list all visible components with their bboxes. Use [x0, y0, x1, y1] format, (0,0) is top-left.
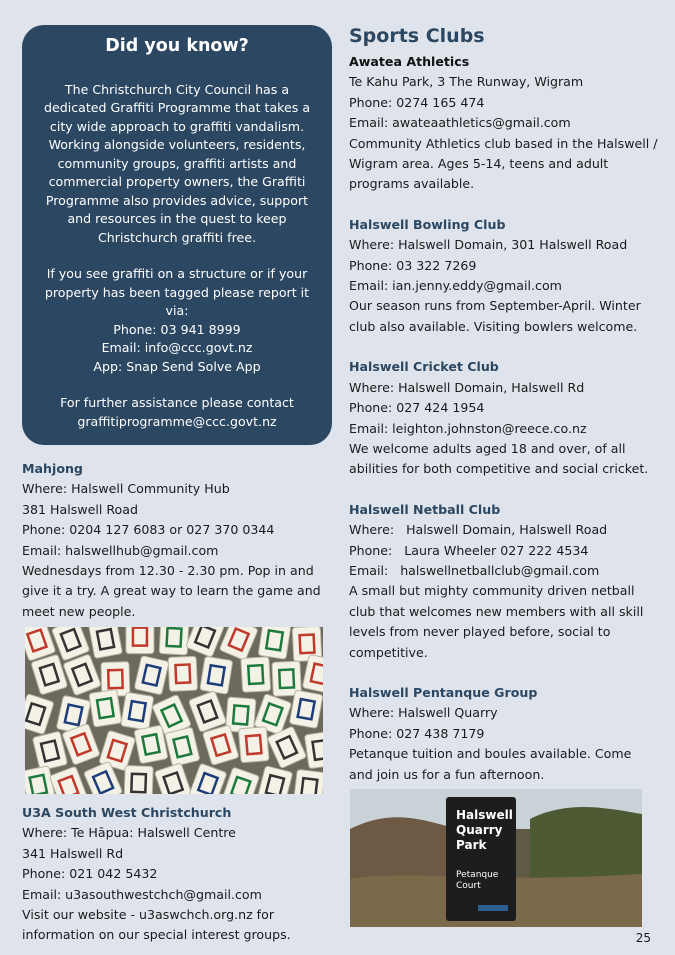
sign-text: Park	[456, 838, 487, 852]
left-column	[22, 25, 332, 622]
club-line: Where: Halswell Quarry	[349, 705, 498, 721]
sign-text: Petanque	[456, 870, 499, 880]
club-name: Halswell Bowling Club	[349, 216, 506, 232]
u3a-entry	[22, 803, 332, 946]
sports-clubs-title: Sports Clubs	[349, 25, 485, 47]
club-description: Petanque tuition and boules available. Come and join us for a fun afternoon.	[349, 746, 632, 782]
page-number: 25	[635, 931, 651, 945]
did-you-know-title: Did you know?	[105, 36, 249, 56]
club-name: Halswell Pentanque Group	[349, 684, 538, 700]
club-description: We welcome adults aged 18 and over, of all abilities for both competitive and social cricket.	[349, 440, 649, 477]
mahjong-entry	[22, 459, 322, 622]
club-description: A small but mighty community driven netball club that welcomes new members with all skill levels from never played before, social to competitive.	[349, 583, 644, 660]
club-name: Halswell Netball Club	[349, 501, 501, 517]
u3a-email: Email: u3asouthwestchch@gmail.com	[22, 886, 262, 902]
mahjong-email: Email: halswellhub@gmail.com	[22, 542, 219, 558]
did-you-know-para2: If you see graffiti on a structure or if your property has been tagged please report it via:	[44, 266, 310, 318]
did-you-know-box	[22, 25, 332, 445]
club-line: Te Kahu Park, 3 The Runway, Wigram	[349, 74, 584, 90]
club-line: Email: halswellnetballclub@gmail.com	[349, 562, 600, 578]
club-name: Awatea Athletics	[349, 54, 470, 69]
club-line: Where: Halswell Domain, 301 Halswell Road	[349, 237, 628, 253]
sign-text: Quarry	[456, 823, 503, 837]
club-line: Where: Halswell Domain, Halswell Rd	[349, 379, 585, 395]
club-line: Email: ian.jenny.eddy@gmail.com	[349, 278, 562, 294]
did-you-know-para3: For further assistance please contact graffitiprogramme@ccc.govt.nz	[60, 395, 294, 429]
quarry-park-sign-photo	[350, 789, 642, 927]
club-line: Phone: 027 424 1954	[349, 400, 485, 416]
club-description: Our season runs from September-April. Winter club also available. Visiting bowlers welcome.	[349, 298, 641, 334]
club-name: Halswell Cricket Club	[349, 359, 499, 375]
club-line: Phone: 03 322 7269	[349, 257, 477, 273]
u3a-phone: Phone: 021 042 5432	[22, 866, 158, 882]
mahjong-tiles-photo	[25, 627, 323, 794]
club-entry	[349, 683, 659, 785]
mahjong-title: Mahjong	[22, 461, 83, 476]
club-line: Where: Halswell Domain, Halswell Road	[349, 522, 608, 538]
club-line: Email: awateaathletics@gmail.com	[349, 115, 571, 131]
mahjong-description: Wednesdays from 12.30 - 2.30 pm. Pop in and give it a try. A great way to learn the game and meet new people.	[22, 563, 321, 619]
u3a-description: Visit our website - u3aswchch.org.nz for information on our special interest groups.	[22, 907, 291, 943]
did-you-know-app: App: Snap Send Solve App	[93, 358, 261, 374]
mahjong-address: 381 Halswell Road	[22, 501, 138, 517]
right-column	[349, 24, 659, 785]
club-line: Phone: 027 438 7179	[349, 725, 485, 741]
club-entry	[349, 52, 659, 195]
club-line: Phone: Laura Wheeler 027 222 4534	[349, 542, 589, 558]
club-entry	[349, 357, 659, 479]
sign-text: Halswell	[456, 808, 513, 822]
club-entry	[349, 215, 659, 337]
club-description: Community Athletics club based in the Halswell / Wigram area. Ages 5-14, teens and adult programs available.	[349, 135, 658, 192]
u3a-address: 341 Halswell Rd	[22, 845, 124, 861]
mahjong-where: Where: Halswell Community Hub	[22, 481, 230, 497]
club-line: Email: leighton.johnston@reece.co.nz	[349, 420, 587, 436]
mahjong-phone: Phone: 0204 127 6083 or 027 370 0344	[22, 522, 275, 538]
did-you-know-phone: Phone: 03 941 8999	[113, 321, 241, 337]
did-you-know-para1: The Christchurch City Council has a dedicated Graffiti Programme that takes a city wide approach to graffiti vandalism. Working alongside volunteers, residents, community groups, graffiti artists and commercial property owners, the Graffiti Programme also provides advice, support and resources in the quest to keep Christchurch graffiti free.	[43, 81, 311, 245]
u3a-title: U3A South West Christchurch	[22, 805, 232, 820]
club-line: Phone: 0274 165 474	[349, 94, 485, 110]
u3a-where: Where: Te Hāpua: Halswell Centre	[22, 825, 236, 841]
sign-text: Court	[456, 881, 481, 891]
did-you-know-email: Email: info@ccc.govt.nz	[101, 340, 253, 355]
club-entry	[349, 500, 659, 663]
